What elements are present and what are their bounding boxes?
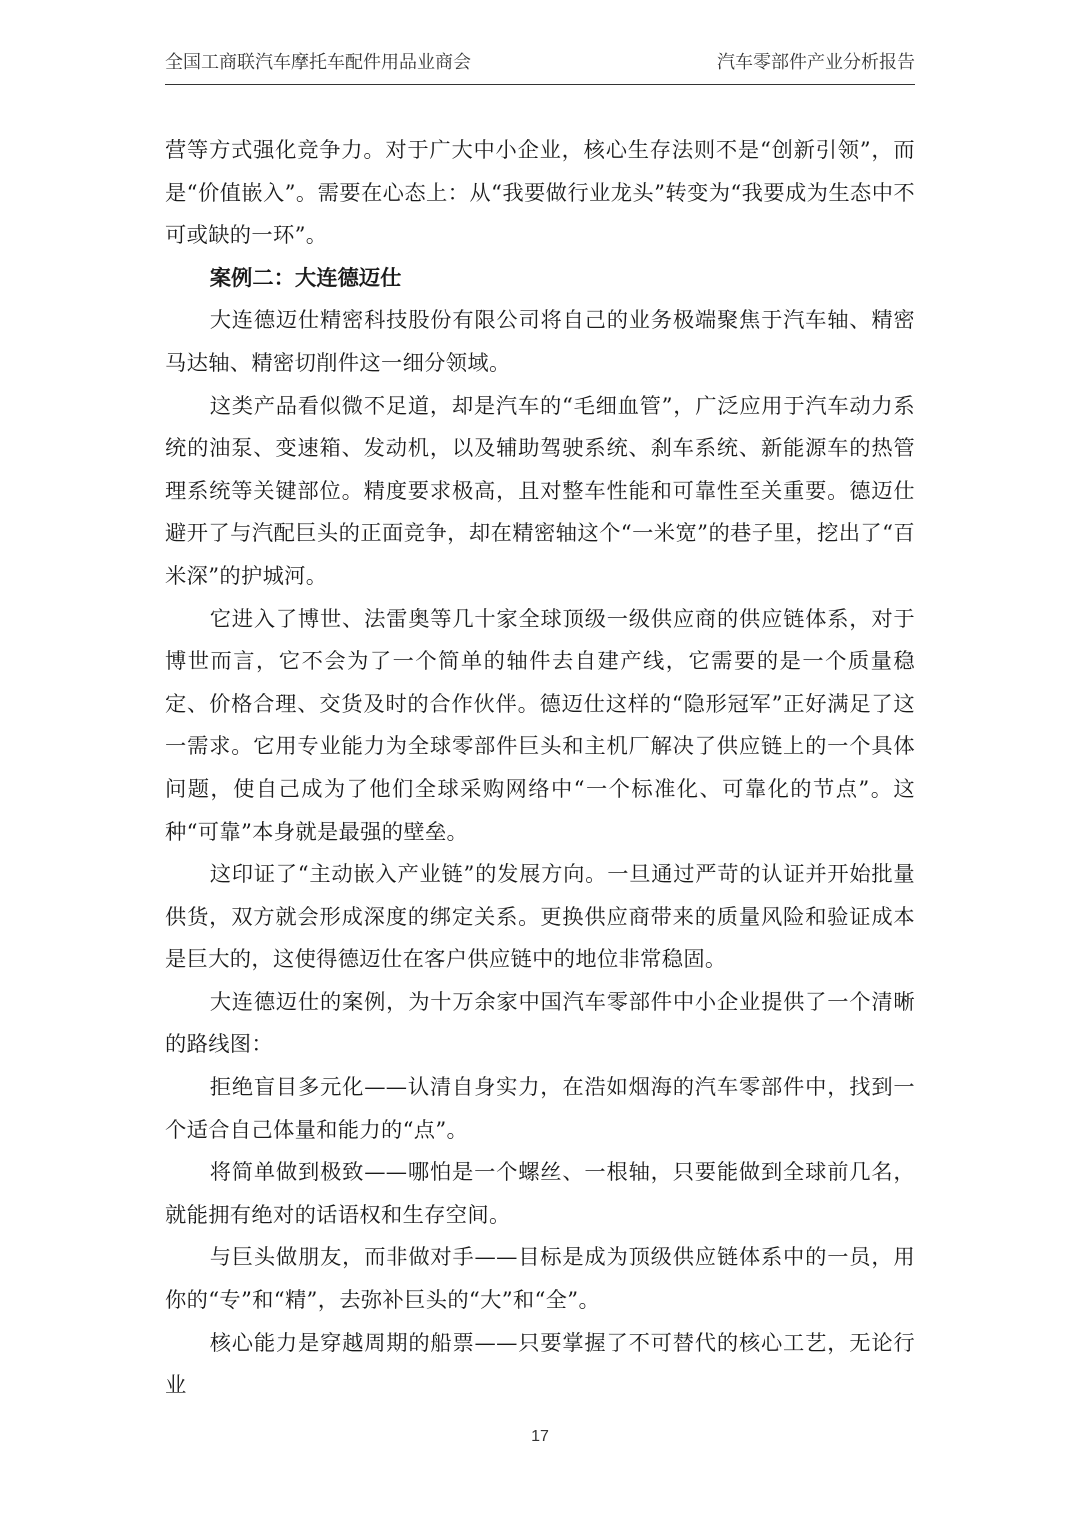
header-organization: 全国工商联汽车摩托车配件用品业商会 xyxy=(165,52,471,73)
page-body xyxy=(165,130,915,1408)
header-report-title: 汽车零部件产业分析报告 xyxy=(717,52,915,73)
page-number: 17 xyxy=(531,1428,549,1445)
case-heading: 案例二：大连德迈仕 xyxy=(209,265,402,291)
paragraph: 这类产品看似微不足道，却是汽车的“毛细血管”，广泛应用于汽车动力系统的油泵、变速箱、发动机，以及辅助驾驶系统、刹车系统、新能源车的热管理系统等关键部位。精度要求极高，且对整车性能和可靠性至关重要。德迈仕避开了与汽配巨头的正面竞争，却在精密轴这个“一米宽”的巷子里，挖出了“百米深”的护城河。 xyxy=(165,393,915,589)
paragraph: 大连德迈仕的案例，为十万余家中国汽车零部件中小企业提供了一个清晰的路线图： xyxy=(165,989,915,1058)
paragraph-continuation: 营等方式强化竞争力。对于广大中小企业，核心生存法则不是“创新引领”，而是“价值嵌入”。需要在心态上：从“我要做行业龙头”转变为“我要成为生态中不可或缺的一环”。 xyxy=(165,138,915,249)
roadmap-item: 拒绝盲目多元化——认清自身实力，在浩如烟海的汽车零部件中，找到一个适合自己体量和能力的“点”。 xyxy=(165,1075,915,1143)
paragraph: 这印证了“主动嵌入产业链”的发展方向。一旦通过严苛的认证并开始批量供货，双方就会形成深度的绑定关系。更换供应商带来的质量风险和验证成本是巨大的，这使得德迈仕在客户供应链中的地位非常稳固。 xyxy=(165,862,915,973)
roadmap-item: 核心能力是穿越周期的船票——只要掌握了不可替代的核心工艺，无论行业 xyxy=(165,1330,915,1399)
paragraph: 它进入了博世、法雷奥等几十家全球顶级一级供应商的供应链体系，对于博世而言，它不会为了一个简单的轴件去自建产线，它需要的是一个质量稳定、价格合理、交货及时的合作伙伴。德迈仕这样的“隐形冠军”正好满足了这一需求。它用专业能力为全球零部件巨头和主机厂解决了供应链上的一个具体问题，使自己成为了他们全球采购网络中“一个标准化、可靠化的节点”。这种“可靠”本身就是最强的壁垒。 xyxy=(165,606,915,845)
roadmap-item: 与巨头做朋友，而非做对手——目标是成为顶级供应链体系中的一员，用你的“专”和“精”，去弥补巨头的“大”和“全”。 xyxy=(165,1245,915,1314)
paragraph: 大连德迈仕精密科技股份有限公司将自己的业务极端聚焦于汽车轴、精密马达轴、精密切削件这一细分领域。 xyxy=(165,308,915,376)
roadmap-item: 将简单做到极致——哪怕是一个螺丝、一根轴，只要能做到全球前几名，就能拥有绝对的话语权和生存空间。 xyxy=(165,1160,915,1228)
page-header xyxy=(165,44,915,85)
